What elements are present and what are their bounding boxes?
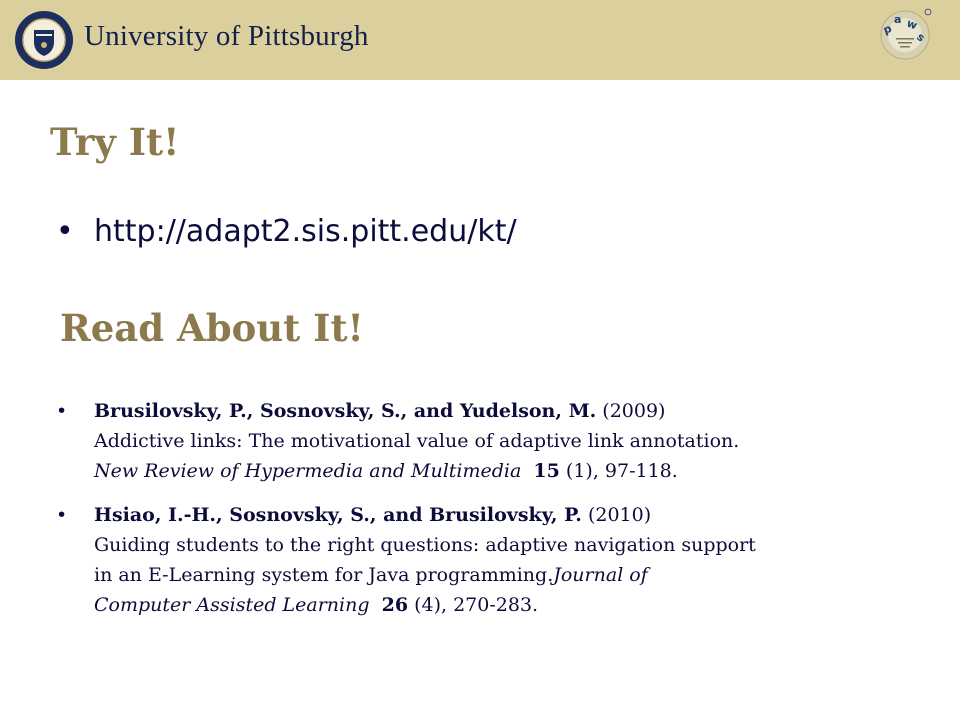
paws-logo-icon [874, 4, 936, 66]
svg-text:w: w [904, 16, 919, 33]
reference-title-line1: Guiding students to the right questions: adaptive navigation support [94, 534, 756, 556]
bullet-marker: • [56, 504, 68, 526]
reference-journal-part2: Computer Assisted Learning [94, 594, 370, 616]
university-name: University of Pittsburgh [84, 20, 369, 52]
try-it-heading: Try It! [50, 120, 180, 164]
svg-text:a: a [894, 13, 902, 26]
try-it-url: http://adapt2.sis.pitt.edu/kt/ [94, 214, 517, 249]
reference-citation-line [94, 500, 936, 530]
reference-citation-line [94, 396, 936, 426]
university-seal-icon [14, 10, 74, 70]
bullet-marker: • [56, 400, 68, 422]
svg-text:s: s [914, 30, 928, 45]
header-bar [0, 0, 960, 80]
reference-pages: (1), 97-118. [559, 460, 678, 482]
read-about-it-heading: Read About It! [60, 306, 364, 350]
try-it-bullet [56, 214, 517, 249]
reference-journal: New Review of Hypermedia and Multimedia [94, 460, 522, 482]
reference-title-journal-line [94, 560, 936, 590]
reference-title: Addictive links: The motivational value of adaptive link annotation. [94, 430, 740, 452]
reference-title-line2: in an E-Learning system for Java programming. [94, 564, 554, 586]
reference-authors: Hsiao, I.-H., Sosnovsky, S., and Brusilovsky, P. [94, 504, 582, 526]
reference-item [56, 500, 936, 620]
reference-source-line [94, 456, 936, 486]
svg-text:p: p [881, 21, 894, 37]
reference-item [56, 396, 936, 486]
reference-volume: 26 [381, 594, 409, 616]
bullet-marker: • [56, 214, 74, 249]
reference-authors: Brusilovsky, P., Sosnovsky, S., and Yudelson, M. [94, 400, 597, 422]
reference-pages: (4), 270-283. [408, 594, 539, 616]
reference-source-line [94, 590, 936, 620]
reference-year: (2010) [581, 504, 652, 526]
reference-year: (2009) [596, 400, 666, 422]
reference-list [56, 396, 936, 634]
reference-journal-part1: Journal of [553, 564, 648, 586]
reference-volume: 15 [533, 460, 560, 482]
